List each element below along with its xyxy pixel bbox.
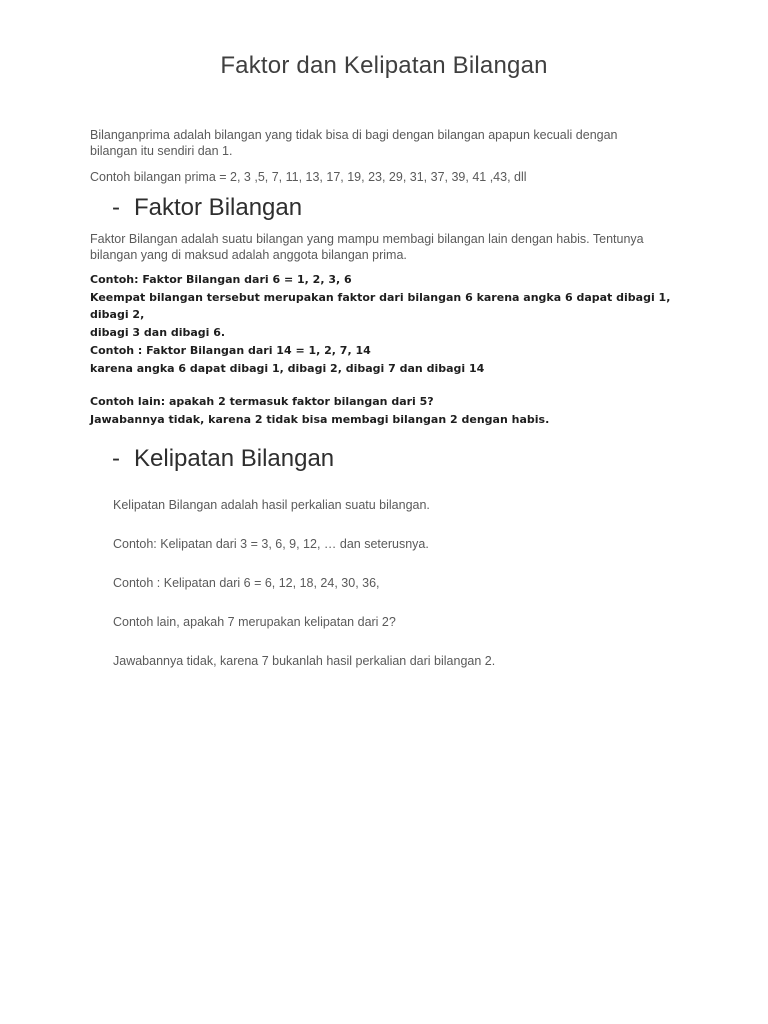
kelipatan-heading-text: Kelipatan Bilangan	[134, 445, 335, 472]
kelipatan-definition: Kelipatan Bilangan adalah hasil perkalian suatu bilangan.	[113, 498, 430, 512]
faktor-definition-line-2: bilangan yang di maksud adalah anggota bilangan prima.	[90, 248, 407, 262]
faktor-definition-line-1: Faktor Bilangan adalah suatu bilangan yang mampu membagi bilangan lain dengan habis. Tentunya	[90, 232, 644, 246]
faktor-example-2-line-2: karena angka 6 dapat dibagi 1, dibagi 2, dibagi 7 dan dibagi 14	[90, 361, 485, 375]
kelipatan-answer: Jawabannya tidak, karena 7 bukanlah hasil perkalian dari bilangan 2.	[113, 654, 496, 668]
faktor-definition	[90, 231, 690, 263]
prime-definition-line-1: Bilanganprima adalah bilangan yang tidak bisa di bagi dengan bilangan apapun kecuali dengan	[90, 128, 618, 142]
kelipatan-question: Contoh lain, apakah 7 merupakan kelipatan dari 2?	[113, 615, 396, 629]
faktor-example-2-line-1: Contoh : Faktor Bilangan dari 14 = 1, 2, 7, 14	[90, 344, 371, 357]
faktor-example-1-line-2: Keempat bilangan tersebut merupakan faktor dari bilangan 6 karena angka 6 dapat dibagi 1, dibagi 2,	[90, 290, 671, 321]
prime-definition-line-2: bilangan itu sendiri dan 1.	[90, 144, 233, 158]
faktor-heading-text: Faktor Bilangan	[134, 194, 303, 221]
faktor-example-3-line-1: Contoh lain: apakah 2 termasuk faktor bilangan dari 5?	[90, 395, 434, 408]
faktor-example-2	[90, 342, 710, 377]
kelipatan-heading	[112, 445, 334, 473]
faktor-heading-dash: -	[112, 194, 120, 221]
prime-definition	[90, 127, 690, 159]
faktor-example-1	[90, 271, 710, 341]
faktor-example-1-line-3: dibagi 3 dan dibagi 6.	[90, 325, 226, 339]
kelipatan-example-2: Contoh : Kelipatan dari 6 = 6, 12, 18, 24, 30, 36,	[113, 576, 380, 590]
faktor-heading	[112, 194, 302, 222]
faktor-example-1-line-1: Contoh: Faktor Bilangan dari 6 = 1, 2, 3, 6	[90, 273, 352, 286]
faktor-example-3	[90, 393, 710, 428]
kelipatan-heading-dash: -	[112, 445, 120, 472]
faktor-example-3-line-2: Jawabannya tidak, karena 2 tidak bisa membagi bilangan 2 dengan habis.	[90, 412, 550, 426]
prime-example: Contoh bilangan prima = 2, 3 ,5, 7, 11, 13, 17, 19, 23, 29, 31, 37, 39, 41 ,43, dll	[90, 170, 527, 184]
kelipatan-example-1: Contoh: Kelipatan dari 3 = 3, 6, 9, 12, … dan seterusnya.	[113, 537, 429, 551]
page-title: Faktor dan Kelipatan Bilangan	[220, 52, 548, 79]
